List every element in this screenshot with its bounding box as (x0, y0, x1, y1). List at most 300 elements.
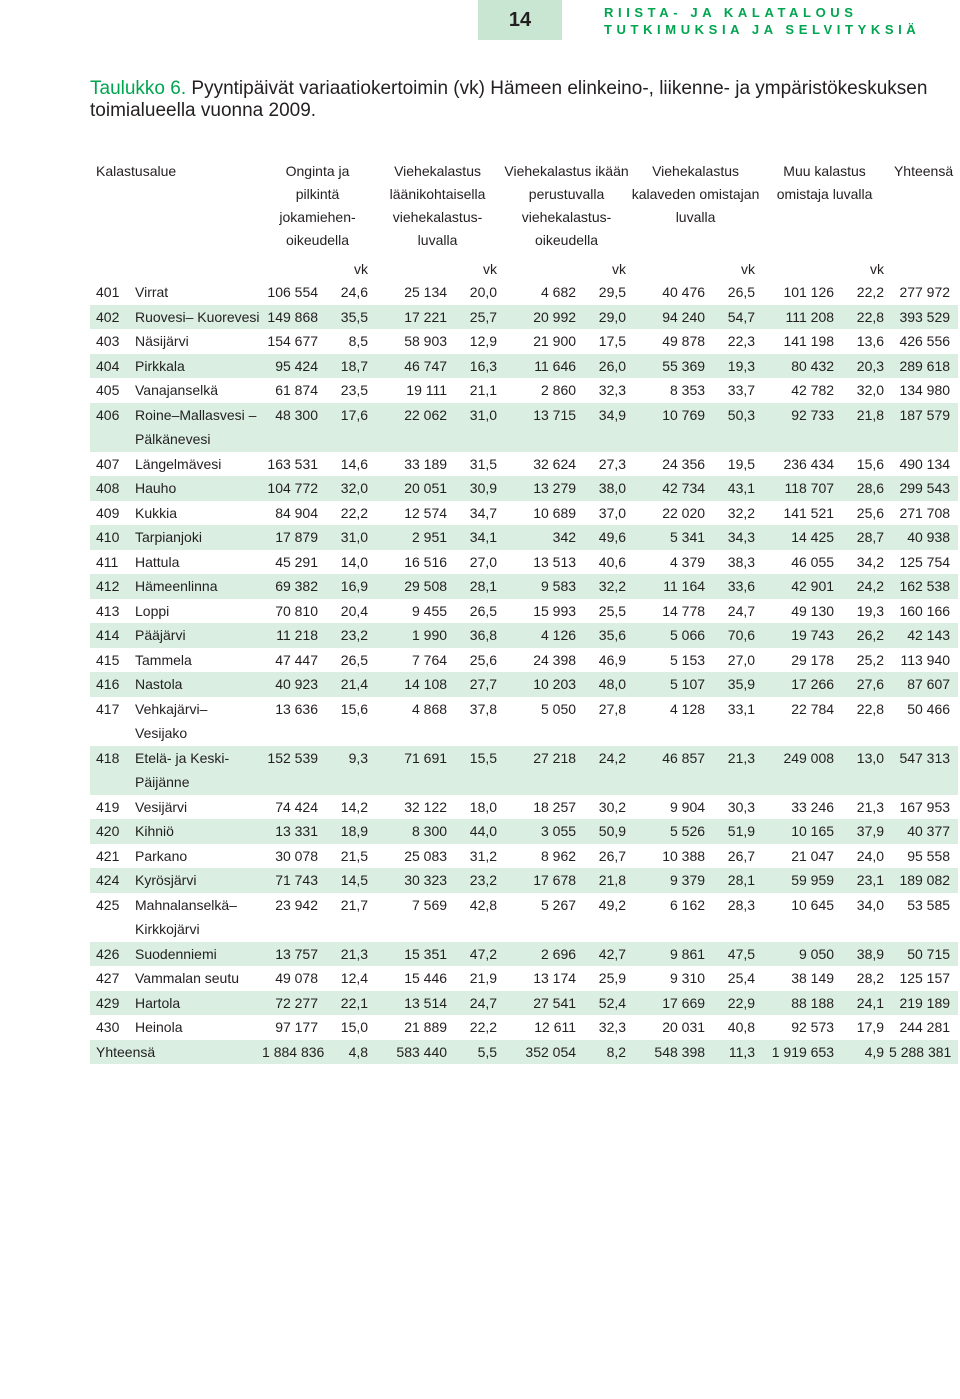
vk-cell: 26,0 (584, 354, 631, 379)
area-name: Vesijärvi (135, 798, 188, 815)
vk-cell: 19,5 (727, 455, 756, 472)
vk-label: vk (354, 261, 369, 277)
vk-cell: 47,2 (455, 942, 502, 967)
days-cell: 72 277 (262, 991, 326, 1016)
vk-cell: 32,3 (598, 1019, 627, 1035)
days-cell: 69 382 (262, 574, 326, 599)
vk-cell: 22,3 (727, 333, 756, 349)
total-cell: 167 953 (899, 798, 951, 815)
days-cell: 11 164 (631, 574, 713, 599)
vk-cell: 25,2 (856, 651, 885, 668)
vk-cell: 27,6 (842, 672, 889, 697)
vk-cell: 19,3 (713, 354, 760, 379)
vk-cell: 4,9 (842, 1040, 889, 1065)
area-name: Vammalan seutu (135, 970, 240, 986)
vk-cell: 32,2 (727, 504, 756, 521)
vk-label: vk (741, 261, 756, 277)
total-cell: 393 529 (889, 305, 958, 330)
vk-cell: 44,0 (455, 819, 502, 844)
area-code: 425 (96, 896, 120, 913)
days-cell: 21 889 (404, 1019, 448, 1035)
vk-cell: 20,3 (842, 354, 889, 379)
days-cell: 92 733 (760, 403, 842, 452)
days-cell: 84 904 (275, 504, 319, 521)
days-cell: 30 078 (275, 847, 319, 864)
days-cell: 32 624 (533, 455, 577, 472)
vk-cell: 14,0 (340, 553, 369, 570)
days-cell: 5 153 (669, 651, 706, 668)
vk-cell: 27,0 (727, 651, 756, 668)
vk-cell: 25,6 (469, 651, 498, 668)
vk-cell: 16,9 (326, 574, 373, 599)
days-cell: 14 425 (760, 525, 842, 550)
days-cell: 5 341 (631, 525, 713, 550)
days-cell: 1 884 836 (262, 1040, 326, 1065)
days-cell: 9 379 (631, 868, 713, 893)
vk-cell: 54,7 (713, 305, 760, 330)
vk-cell: 23,5 (340, 382, 369, 398)
area-name: Kyrösjärvi (135, 868, 262, 893)
area-code: 404 (90, 354, 135, 379)
vk-cell: 13,0 (842, 746, 889, 795)
area-code: 421 (96, 847, 120, 864)
vk-cell: 37,9 (842, 819, 889, 844)
vk-cell: 70,6 (713, 623, 760, 648)
total-cell: 50 715 (889, 942, 958, 967)
days-cell: 2 696 (502, 942, 584, 967)
days-cell: 12 574 (404, 504, 448, 521)
area-code: 402 (90, 305, 135, 330)
area-code: 409 (96, 504, 120, 521)
days-cell: 15 446 (404, 970, 448, 986)
vk-cell: 21,9 (469, 970, 498, 986)
vk-cell: 21,7 (340, 896, 369, 913)
vk-cell: 27,0 (469, 553, 498, 570)
days-cell: 18 257 (533, 798, 577, 815)
vk-cell: 40,8 (727, 1019, 756, 1035)
col-header-yhteensa: Yhteensä (893, 163, 954, 179)
table-row (90, 697, 958, 746)
table-row (90, 893, 958, 942)
vk-cell: 28,6 (842, 476, 889, 501)
days-cell: 17 678 (502, 868, 584, 893)
vk-cell: 34,3 (713, 525, 760, 550)
area-name: Hauho (135, 476, 262, 501)
vk-cell: 23,1 (842, 868, 889, 893)
vk-cell: 51,9 (713, 819, 760, 844)
days-cell: 14 108 (373, 672, 455, 697)
total-cell: 53 585 (907, 896, 951, 913)
vk-label: vk (612, 261, 627, 277)
days-cell: 9 455 (411, 602, 448, 619)
vk-cell: 16,3 (455, 354, 502, 379)
days-cell: 236 434 (783, 455, 835, 472)
days-cell: 2 860 (540, 382, 577, 398)
days-cell: 10 769 (631, 403, 713, 452)
vk-cell: 38,0 (584, 476, 631, 501)
vk-cell: 27,7 (455, 672, 502, 697)
days-cell: 48 300 (262, 403, 326, 452)
vk-cell: 17,5 (598, 333, 627, 349)
series-title-line1: RIISTA- JA KALATALOUS (604, 5, 858, 20)
days-cell: 2 951 (373, 525, 455, 550)
vk-cell: 48,0 (584, 672, 631, 697)
vk-cell: 14,2 (340, 798, 369, 815)
vk-cell: 50,3 (713, 403, 760, 452)
days-cell: 24 356 (662, 455, 706, 472)
days-cell: 13 331 (262, 819, 326, 844)
area-code: 426 (90, 942, 135, 967)
vk-cell: 26,7 (598, 847, 627, 864)
days-cell: 4 128 (669, 700, 706, 717)
days-cell: 249 008 (760, 746, 842, 795)
days-cell: 1 919 653 (760, 1040, 842, 1065)
days-cell: 13 636 (275, 700, 319, 717)
days-cell: 4 682 (540, 284, 577, 300)
vk-cell: 35,9 (713, 672, 760, 697)
vk-cell: 12,4 (340, 970, 369, 986)
days-cell: 10 388 (662, 847, 706, 864)
page-number: 14 (478, 0, 562, 40)
vk-cell: 52,4 (584, 991, 631, 1016)
days-cell: 80 432 (760, 354, 842, 379)
days-cell: 46 857 (631, 746, 713, 795)
total-cell: 40 377 (889, 819, 958, 844)
table-row (90, 329, 958, 354)
table-row (90, 476, 958, 501)
series-title-line2: TUTKIMUKSIA JA SELVITYKSIÄ (604, 22, 921, 37)
table-row (90, 795, 958, 820)
days-cell: 11 218 (262, 623, 326, 648)
vk-cell: 18,9 (326, 819, 373, 844)
days-cell: 20 992 (502, 305, 584, 330)
days-cell: 19 111 (406, 382, 448, 398)
vk-cell: 22,1 (326, 991, 373, 1016)
days-cell: 141 198 (783, 333, 835, 349)
table-row (90, 452, 958, 477)
days-cell: 13 279 (502, 476, 584, 501)
total-cell: 299 543 (889, 476, 958, 501)
vk-cell: 15,5 (455, 746, 502, 795)
days-cell: 10 165 (760, 819, 842, 844)
days-cell: 30 323 (373, 868, 455, 893)
area-name: Etelä- ja Keski- Päijänne (135, 746, 262, 795)
vk-cell: 34,7 (469, 504, 498, 521)
days-cell: 42 782 (791, 382, 835, 398)
days-cell: 8 353 (669, 382, 706, 398)
days-cell: 13 715 (502, 403, 584, 452)
vk-cell: 21,3 (856, 798, 885, 815)
days-cell: 94 240 (631, 305, 713, 330)
vk-cell: 36,8 (455, 623, 502, 648)
area-code: 407 (96, 455, 120, 472)
days-cell: 6 162 (669, 896, 706, 913)
col-header-kalastusalue: Kalastusalue (96, 163, 177, 179)
table-row (90, 599, 958, 624)
days-cell: 15 351 (373, 942, 455, 967)
table-row (90, 280, 958, 305)
vk-cell: 24,2 (842, 574, 889, 599)
days-cell: 19 743 (760, 623, 842, 648)
total-cell: 87 607 (889, 672, 958, 697)
total-cell: 160 166 (899, 602, 951, 619)
days-cell: 55 369 (631, 354, 713, 379)
vk-cell: 30,9 (455, 476, 502, 501)
table-row (90, 550, 958, 575)
area-code: 413 (96, 602, 120, 619)
vk-cell: 14,5 (326, 868, 373, 893)
area-code: 424 (90, 868, 135, 893)
days-cell: 152 539 (262, 746, 326, 795)
vk-cell: 4,8 (326, 1040, 373, 1065)
vk-cell: 47,5 (713, 942, 760, 967)
area-code: 406 (90, 403, 135, 452)
days-cell: 352 054 (502, 1040, 584, 1065)
days-cell: 583 440 (373, 1040, 455, 1065)
area-name: Hattula (135, 553, 180, 570)
total-cell: 547 313 (889, 746, 958, 795)
vk-cell: 15,6 (856, 455, 885, 472)
days-cell: 3 055 (502, 819, 584, 844)
days-cell: 49 878 (662, 333, 706, 349)
days-cell: 9 861 (631, 942, 713, 967)
days-cell: 22 784 (791, 700, 835, 717)
area-name: Tammela (135, 651, 192, 668)
days-cell: 20 051 (373, 476, 455, 501)
page-header (0, 0, 960, 40)
col-header-muu-kalastus: Muu kalastus omistaja luvalla (776, 163, 873, 202)
vk-cell: 23,2 (455, 868, 502, 893)
vk-cell: 42,7 (584, 942, 631, 967)
days-cell: 154 677 (267, 333, 319, 349)
days-cell: 5 050 (540, 700, 577, 717)
days-cell: 13 514 (373, 991, 455, 1016)
vk-cell: 25,7 (455, 305, 502, 330)
total-cell: 277 972 (899, 284, 951, 300)
table-row (90, 991, 958, 1016)
caption-label: Taulukko 6. (90, 78, 187, 99)
days-cell: 49 078 (275, 970, 319, 986)
vk-cell: 14,6 (340, 455, 369, 472)
vk-cell: 17,6 (326, 403, 373, 452)
area-code: 408 (90, 476, 135, 501)
days-cell: 47 447 (275, 651, 319, 668)
area-name: Tarpianjoki (135, 525, 262, 550)
table-caption (90, 78, 950, 122)
total-cell: 189 082 (889, 868, 958, 893)
days-cell: 141 521 (783, 504, 835, 521)
vk-cell: 21,4 (326, 672, 373, 697)
vk-cell: 33,6 (713, 574, 760, 599)
area-code: 405 (96, 382, 120, 398)
area-code: 401 (96, 284, 120, 300)
vk-cell: 15,6 (340, 700, 369, 717)
days-cell: 24 398 (533, 651, 577, 668)
days-cell: 23 942 (275, 896, 319, 913)
table-row (90, 819, 958, 844)
area-name: Vanajanselkä (135, 382, 219, 398)
days-cell: 1 990 (373, 623, 455, 648)
days-cell: 70 810 (275, 602, 319, 619)
vk-cell: 49,2 (598, 896, 627, 913)
days-cell: 21 047 (791, 847, 835, 864)
area-name: Kukkia (135, 504, 178, 521)
total-cell: 244 281 (899, 1019, 951, 1035)
days-cell: 13 174 (533, 970, 577, 986)
vk-cell: 37,0 (598, 504, 627, 521)
area-name: Suodenniemi (135, 942, 262, 967)
vk-cell: 26,7 (727, 847, 756, 864)
total-cell: 125 157 (899, 970, 951, 986)
vk-cell: 50,9 (584, 819, 631, 844)
vk-cell: 32,0 (856, 382, 885, 398)
area-code: 420 (90, 819, 135, 844)
vk-cell: 28,1 (455, 574, 502, 599)
vk-cell: 32,3 (598, 382, 627, 398)
vk-cell: 24,2 (584, 746, 631, 795)
area-code: 412 (90, 574, 135, 599)
vk-cell: 28,1 (713, 868, 760, 893)
col-header-laanikohtainen: Viehekalastus läänikohtaisella viehekalastus- luvalla (389, 163, 486, 248)
table-row (90, 1015, 958, 1040)
days-cell: 27 218 (502, 746, 584, 795)
table-row (90, 354, 958, 379)
area-code: 414 (90, 623, 135, 648)
vk-cell: 24,7 (727, 602, 756, 619)
days-cell: 95 424 (262, 354, 326, 379)
vk-cell: 20,4 (340, 602, 369, 619)
days-cell: 104 772 (262, 476, 326, 501)
vk-cell: 21,3 (713, 746, 760, 795)
days-cell: 118 707 (760, 476, 842, 501)
area-code: 403 (96, 333, 120, 349)
days-cell: 11 646 (502, 354, 584, 379)
vk-cell: 20,0 (469, 284, 498, 300)
vk-cell: 28,2 (856, 970, 885, 986)
days-cell: 101 126 (783, 284, 835, 300)
vk-cell: 33,7 (727, 382, 756, 398)
days-cell: 5 066 (631, 623, 713, 648)
total-cell: 426 556 (899, 333, 951, 349)
days-cell: 106 554 (267, 284, 319, 300)
area-name: Virrat (135, 284, 169, 300)
caption-text: Pyyntipäivät variaatiokertoimin (vk) Hämeen elinkeino-, liikenne- ja ympäristökeskuksen toimialueella vuonna 2009. (90, 78, 928, 121)
days-cell: 13 513 (533, 553, 577, 570)
days-cell: 4 379 (669, 553, 706, 570)
area-name: Längelmävesi (135, 455, 222, 472)
vk-cell: 15,0 (340, 1019, 369, 1035)
table-row (90, 623, 958, 648)
table-row (90, 305, 958, 330)
vk-cell: 24,0 (856, 847, 885, 864)
days-cell: 5 107 (631, 672, 713, 697)
vk-cell: 22,8 (856, 700, 885, 717)
vk-cell: 38,9 (842, 942, 889, 967)
vk-cell: 31,2 (469, 847, 498, 864)
days-cell: 97 177 (275, 1019, 319, 1035)
vk-cell: 26,5 (340, 651, 369, 668)
area-name: Näsijärvi (135, 333, 189, 349)
days-cell: 25 083 (404, 847, 448, 864)
days-cell: 40 476 (662, 284, 706, 300)
vk-cell: 8,2 (584, 1040, 631, 1065)
vk-cell: 31,0 (455, 403, 502, 452)
days-cell: 9 583 (502, 574, 584, 599)
days-cell: 38 149 (791, 970, 835, 986)
days-cell: 25 134 (404, 284, 448, 300)
vk-cell: 25,4 (727, 970, 756, 986)
vk-cell: 46,9 (598, 651, 627, 668)
days-cell: 59 959 (760, 868, 842, 893)
area-code: 418 (90, 746, 135, 795)
vk-cell: 18,0 (469, 798, 498, 815)
total-cell: 490 134 (899, 455, 951, 472)
vk-cell: 33,1 (727, 700, 756, 717)
vk-cell: 5,5 (455, 1040, 502, 1065)
table-row (90, 403, 958, 452)
area-name: Loppi (135, 602, 170, 619)
vk-cell: 27,8 (598, 700, 627, 717)
vk-cell: 42,8 (469, 896, 498, 913)
total-cell: 42 143 (889, 623, 958, 648)
table-row (90, 378, 958, 403)
table-row (90, 574, 958, 599)
vk-cell: 24,6 (340, 284, 369, 300)
days-cell: 10 203 (502, 672, 584, 697)
vk-row (90, 258, 958, 280)
vk-cell: 13,6 (856, 333, 885, 349)
vk-cell: 22,8 (842, 305, 889, 330)
area-code: 417 (96, 700, 120, 717)
vk-cell: 24,7 (455, 991, 502, 1016)
total-cell: 162 538 (889, 574, 958, 599)
days-cell: 17 879 (262, 525, 326, 550)
vk-cell: 37,8 (469, 700, 498, 717)
vk-cell: 23,2 (326, 623, 373, 648)
days-cell: 342 (502, 525, 584, 550)
days-cell: 92 573 (791, 1019, 835, 1035)
days-cell: 33 246 (791, 798, 835, 815)
days-cell: 8 300 (373, 819, 455, 844)
vk-cell: 30,2 (598, 798, 627, 815)
area-name: Ruovesi– Kuorevesi (135, 305, 262, 330)
vk-cell: 22,2 (340, 504, 369, 521)
table-row (90, 942, 958, 967)
vk-cell: 29,5 (598, 284, 627, 300)
days-cell: 88 188 (760, 991, 842, 1016)
days-cell: 7 569 (411, 896, 448, 913)
days-cell: 33 189 (404, 455, 448, 472)
days-cell: 10 645 (791, 896, 835, 913)
days-cell: 14 778 (662, 602, 706, 619)
days-cell: 29 508 (373, 574, 455, 599)
vk-cell: 34,2 (856, 553, 885, 570)
total-cell: 113 940 (900, 651, 951, 668)
table-row (90, 844, 958, 869)
days-cell: 61 874 (275, 382, 319, 398)
days-cell: 17 221 (373, 305, 455, 330)
days-cell: 9 050 (760, 942, 842, 967)
days-cell: 149 868 (262, 305, 326, 330)
days-cell: 49 130 (791, 602, 835, 619)
vk-cell: 29,0 (584, 305, 631, 330)
days-cell: 17 266 (760, 672, 842, 697)
table-row (90, 746, 958, 795)
vk-cell: 25,9 (598, 970, 627, 986)
vk-label: vk (870, 261, 885, 277)
col-header-omistajan-luvalla: Viehekalastus kalaveden omistajan luvalla (631, 163, 760, 225)
area-code: 429 (90, 991, 135, 1016)
